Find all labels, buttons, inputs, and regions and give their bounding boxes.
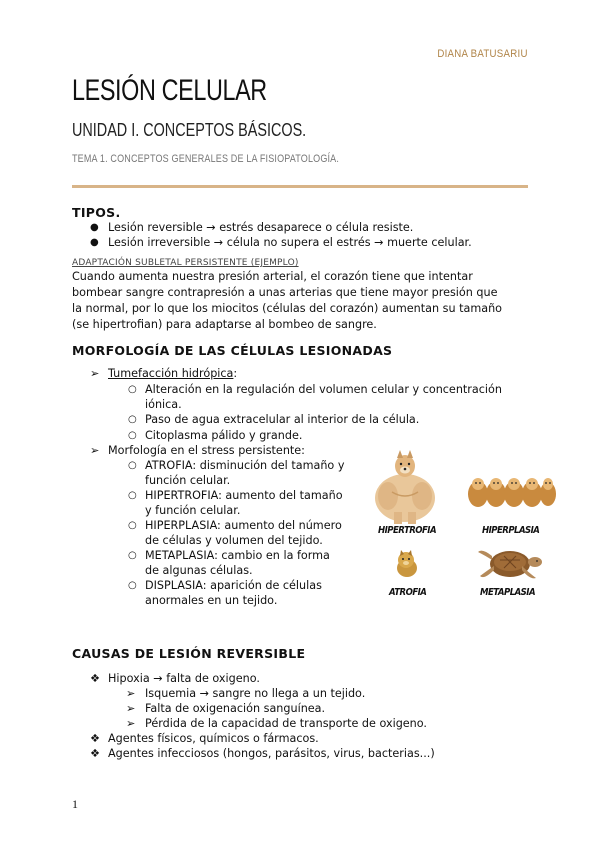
- list-item: Lesión reversible → estrés desaparece o célula resiste.: [108, 221, 414, 234]
- list-item: Isquemia → sangre no llega a un tejido.: [145, 687, 366, 700]
- diamond-bullet-icon: ❖: [90, 672, 101, 685]
- list-item: y función celular.: [145, 504, 241, 517]
- list-item: anormales en un tejido.: [145, 594, 278, 607]
- list-item: de células y volumen del tejido.: [145, 534, 323, 547]
- list-item: HIPERPLASIA: aumento del número: [145, 519, 342, 532]
- circle-bullet-icon: ○: [128, 520, 137, 531]
- diamond-bullet-icon: ❖: [90, 747, 101, 760]
- list-item: función celular.: [145, 474, 231, 487]
- bullet-dot: ●: [90, 237, 99, 248]
- circle-bullet-icon: ○: [128, 460, 137, 471]
- circle-bullet-icon: ○: [128, 490, 137, 501]
- diamond-bullet-icon: ❖: [90, 732, 101, 745]
- list-item: de algunas células.: [145, 564, 253, 577]
- list-item: Tumefacción hidrópica:: [108, 367, 238, 380]
- circle-bullet-icon: ○: [128, 414, 137, 425]
- list-item: Falta de oxigenación sanguínea.: [145, 702, 326, 715]
- list-item: Paso de agua extracelular al interior de la célula.: [145, 413, 420, 426]
- unit-title: UNIDAD I. CONCEPTOS BÁSICOS.: [72, 120, 307, 140]
- section-heading-tipos: TIPOS.: [72, 205, 121, 220]
- arrow-bullet-icon: ➢: [126, 717, 136, 730]
- example-label: ADAPTACIÓN SUBLETAL PERSISTENTE (EJEMPLO): [72, 258, 299, 268]
- section-heading-morfologia: MORFOLOGÍA DE LAS CÉLULAS LESIONADAS: [72, 343, 393, 358]
- list-item: Lesión irreversible → célula no supera el estrés → muerte celular.: [108, 236, 472, 249]
- hiperplasia-dogs-image: [466, 470, 556, 512]
- circle-bullet-icon: ○: [128, 430, 137, 441]
- list-item: Alteración en la regulación del volumen celular y concentración: [145, 383, 502, 396]
- list-item: iónica.: [145, 398, 182, 411]
- metaplasia-turtle-image: [478, 540, 544, 584]
- caption-hiperplasia: HIPERPLASIA: [482, 525, 540, 536]
- topic-title: TEMA 1. CONCEPTOS GENERALES DE LA FISIOPATOLOGÍA.: [72, 153, 340, 165]
- circle-bullet-icon: ○: [128, 550, 137, 561]
- arrow-bullet-icon: ➢: [126, 687, 136, 700]
- caption-metaplasia: METAPLASIA: [480, 587, 536, 598]
- page-number: 1: [72, 797, 78, 811]
- divider: [72, 185, 528, 188]
- arrow-bullet-icon: ➢: [90, 444, 100, 457]
- bullet-dot: ●: [90, 222, 99, 233]
- circle-bullet-icon: ○: [128, 384, 137, 395]
- atrofia-dog-image: [392, 548, 422, 578]
- list-item: METAPLASIA: cambio en la forma: [145, 549, 330, 562]
- list-item: Agentes infecciosos (hongos, parásitos, virus, bacterias...): [108, 747, 435, 760]
- paragraph-line: (se hipertrofian) para adaptarse al bombeo de sangre.: [72, 318, 377, 331]
- arrow-bullet-icon: ➢: [126, 702, 136, 715]
- list-item: Pérdida de la capacidad de transporte de oxigeno.: [145, 717, 427, 730]
- section-heading-causas: CAUSAS DE LESIÓN REVERSIBLE: [72, 646, 306, 661]
- hipertrofia-dog-image: [370, 448, 440, 524]
- list-item: Hipoxia → falta de oxigeno.: [108, 672, 260, 685]
- list-item: Citoplasma pálido y grande.: [145, 429, 303, 442]
- circle-bullet-icon: ○: [128, 580, 137, 591]
- author-name: DIANA BATUSARIU: [437, 48, 528, 60]
- list-item: DISPLASIA: aparición de células: [145, 579, 322, 592]
- paragraph-line: Cuando aumenta nuestra presión arterial, el corazón tiene que intentar: [72, 270, 473, 283]
- paragraph-line: bombear sangre contrapresión a unas arterias que tiene mayor presión que: [72, 286, 498, 299]
- arrow-bullet-icon: ➢: [90, 367, 100, 380]
- list-item: Agentes físicos, químicos o fármacos.: [108, 732, 319, 745]
- caption-atrofia: ATROFIA: [389, 587, 427, 598]
- paragraph-line: la normal, por lo que los miocitos (células del corazón) aumentan su tamaño: [72, 302, 503, 315]
- page-title: LESIÓN CELULAR: [72, 74, 267, 107]
- caption-hipertrofia: HIPERTROFIA: [378, 525, 437, 536]
- list-item: HIPERTROFIA: aumento del tamaño: [145, 489, 343, 502]
- list-item: Morfología en el stress persistente:: [108, 444, 305, 457]
- list-item: ATROFIA: disminución del tamaño y: [145, 459, 345, 472]
